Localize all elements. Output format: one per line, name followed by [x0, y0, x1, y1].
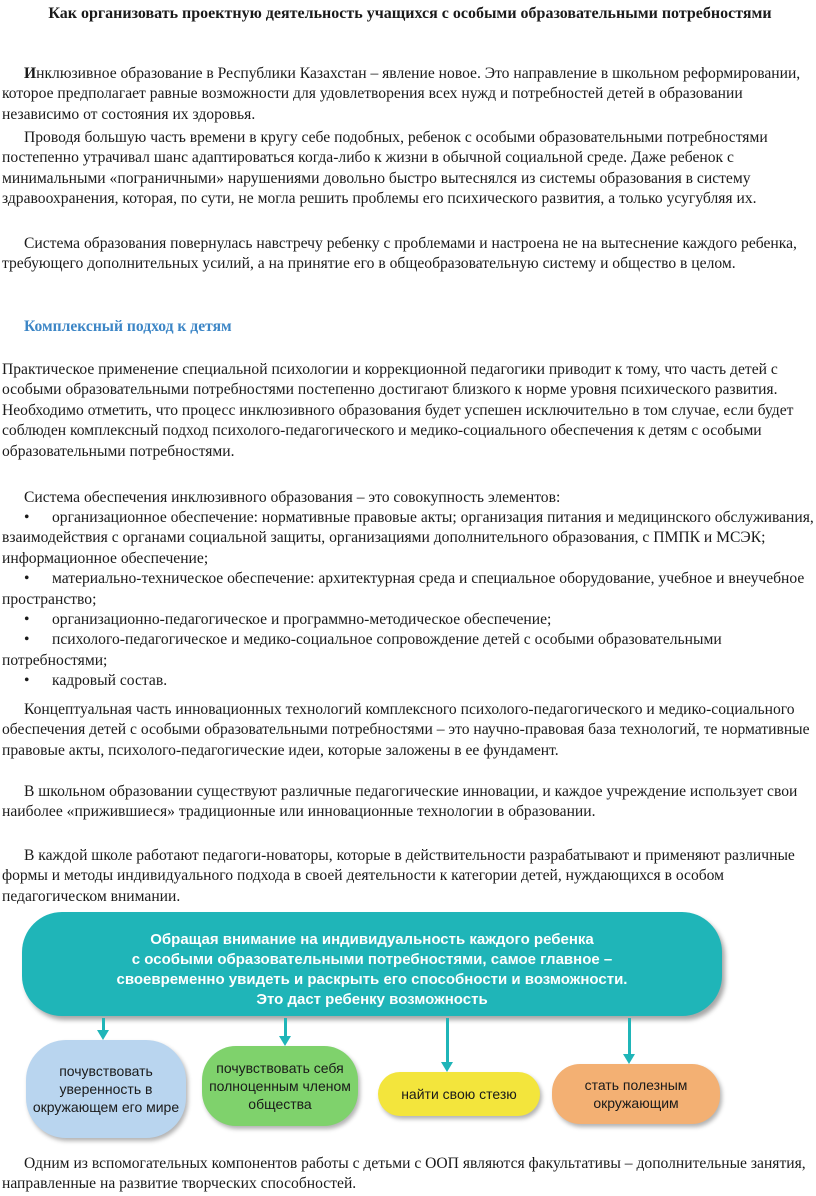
outcome-box-confidence	[26, 1040, 186, 1138]
arrow-down-icon	[446, 1018, 449, 1064]
section-heading: Комплексный подход к детям	[24, 318, 232, 335]
outcome-box-path	[378, 1072, 540, 1116]
list-item: • организационное обеспечение: нормативные правовые акты; организация питания и медицинского обслуживания, взаимодействия с органами социальной защиты, организациями дополнительного образования, с ПМПК и МСЭК; информационное обеспечение;	[2, 508, 814, 569]
diagram-main-line: с особыми образовательными потребностями, самое главное –	[131, 951, 613, 968]
diagram-main-box	[22, 912, 722, 1016]
body-paragraph-1: Практическое применение специальной психологии и коррекционной педагогики приводит к тому, что часть детей с особыми образовательными потребностями постепенно достигают близкого к норме уровня психического развития. Необходимо отметить, что процесс инклюзивного образования будет успешен исключительно в том случае, если будет соблюден комплексный подход психолого-педагогического и медико-социального обеспечения к детям с особыми образовательными потребностями.	[2, 361, 794, 460]
intro-paragraph-2: Проводя большую часть времени в кругу себе подобных, ребенок с особыми образовательными потребностями постепенно утрачивал шанс адаптироваться когда-либо к жизни в обычной социальной среде. Даже ребенок с минимальными «пограничными» нарушениями довольно быстро вытеснялся из системы образования в систему здравоохранения, которая, по сути, не могла решить проблемы его психического развития, а только усугубляя их.	[2, 129, 768, 208]
intro-paragraph-1-text: нклюзивное образование в Республики Казахстан – явление новое. Это направление в школьном реформировании, которое предполагает равные возможности для удовлетворения всех нужд и потребностей детей в образовании независимо от состояния их здоровья.	[2, 65, 801, 123]
diagram-main-line: своевременно увидеть и раскрыть его способности и возможности.	[116, 971, 628, 988]
diagram-main-line: Это даст ребенку возможность	[256, 991, 488, 1008]
document-title: Как организовать проектную деятельность учащихся с особыми образовательными потребностями	[48, 5, 772, 22]
list-item: • кадровый состав.	[2, 671, 814, 691]
arrow-down-icon	[102, 1018, 105, 1032]
body-paragraph-5: В каждой школе работают педагоги-новаторы, которые в действительности разрабатывают и применяют различные формы и методы индивидуального подхода в своей деятельности к категории детей, нуждающихся в особом педагогическом внимании.	[2, 847, 795, 905]
body-paragraph-3: Концептуальная часть инновационных технологий комплексного психолого-педагогического и медико-социального обеспечения детей с особыми образовательными потребностями – это научно-правовая база технологий, те нормативные правовые акты, психолого-педагогические идеи, которые заложены в ее фундамент.	[2, 701, 810, 759]
body-paragraph-6: Одним из вспомогательных компонентов работы с детьми с ООП являются факультативы – дополнительные занятия, направленные на развитие творческих способностей.	[2, 1155, 806, 1193]
outcome-text: почувствовать уверенность в окружающем его мире	[32, 1063, 180, 1115]
list-item: • материально-техническое обеспечение: архитектурная среда и специальное оборудование, учебное и внеучебное пространство;	[2, 569, 814, 610]
list-item: • психолого-педагогическое и медико-социальное сопровождение детей с особыми образовательными потребностями;	[2, 630, 814, 671]
body-paragraph-2: Система обеспечения инклюзивного образования – это совокупность элементов:	[24, 489, 561, 506]
arrow-down-icon	[628, 1018, 631, 1056]
outcome-box-society	[202, 1046, 358, 1126]
arrow-down-icon	[284, 1018, 287, 1038]
diagram-main-text	[52, 930, 692, 1010]
outcome-box-useful	[552, 1064, 720, 1124]
outcome-text: найти свою стезю	[401, 1086, 517, 1102]
diagram-main-line: Обращая внимание на индивидуальность каждого ребенка	[150, 931, 594, 948]
list-item: • организационно-педагогическое и программно-методическое обеспечение;	[2, 610, 814, 630]
intro-paragraph-3: Система образования повернулась навстречу ребенку с проблемами и настроена не на вытеснение каждого ребенка, требующего дополнительных усилий, а на принятие его в общеобразовательную систему и общество в целом.	[2, 235, 797, 273]
intro-paragraph-1	[2, 64, 814, 125]
body-paragraph-4: В школьном образовании существуют различные педагогические инновации, и каждое учреждение использует свои наиболее «прижившиеся» традиционные или инновационные технологии в образовании.	[2, 783, 798, 821]
drop-initial: И	[24, 65, 37, 82]
diagram	[22, 906, 794, 1146]
elements-list	[2, 508, 814, 692]
outcome-text: почувствовать себя полноценным членом общества	[209, 1060, 351, 1112]
outcome-text: стать полезным окружающим	[584, 1077, 688, 1111]
